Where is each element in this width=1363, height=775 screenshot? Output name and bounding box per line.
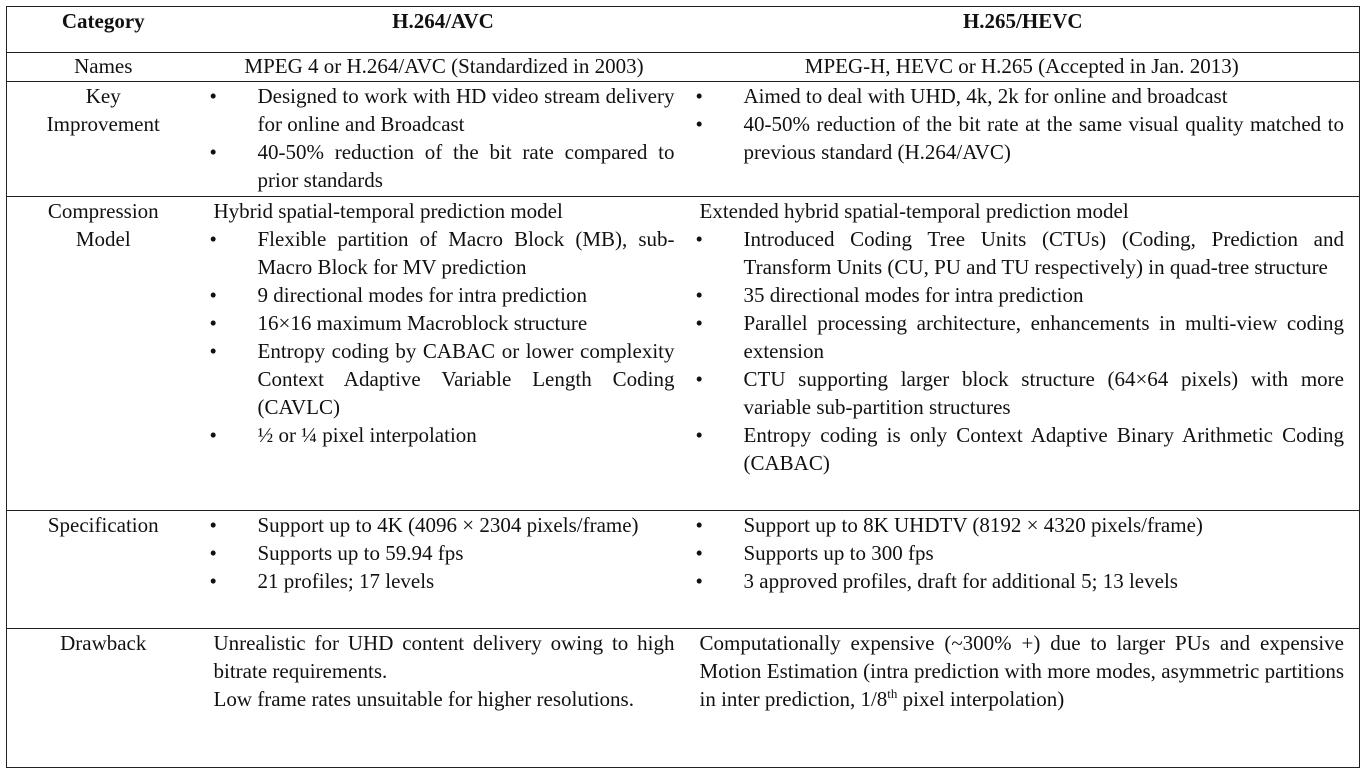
list-item: • Entropy coding by CABAC or lower complexity Context Adaptive Variable Length Coding (CAVLC)	[214, 337, 675, 421]
drawback-h265	[687, 629, 1360, 768]
key-h265	[687, 82, 1360, 197]
header-row	[7, 7, 1360, 53]
drawback-h264	[200, 629, 687, 768]
drawback-h264-line: Low frame rates unsuitable for higher resolutions.	[213, 687, 634, 711]
compression-h264	[200, 197, 687, 511]
row-label-specification: Specification	[7, 511, 200, 629]
list-item: • Parallel processing architecture, enhancements in multi-view coding extension	[700, 309, 1345, 365]
compression-h265-lead: Extended hybrid spatial-temporal prediction model	[699, 199, 1129, 223]
row-key-improvement	[7, 82, 1360, 197]
list-item: • Support up to 8K UHDTV (8192 × 4320 pixels/frame)	[700, 511, 1345, 539]
key-improvement-label: Key Improvement	[46, 84, 160, 136]
comparison-table	[6, 6, 1360, 768]
names-h265: MPEG-H, HEVC or H.265 (Accepted in Jan. 2013)	[687, 53, 1360, 82]
drawback-h265-text: Computationally expensive (~300% +) due to larger PUs and expensive Motion Estimation (intra prediction with more modes, asymmetric partitions in inter prediction, 1/8	[699, 631, 1344, 711]
spec-h265	[687, 511, 1360, 629]
list-item: • 40-50% reduction of the bit rate at the same visual quality matched to previous standard (H.264/AVC)	[700, 110, 1345, 166]
list-item: • Designed to work with HD video stream delivery for online and Broadcast	[214, 82, 675, 138]
header-category: Category	[7, 7, 200, 53]
header-h265: H.265/HEVC	[687, 7, 1360, 53]
row-specification	[7, 511, 1360, 629]
list-item: • 35 directional modes for intra prediction	[700, 281, 1345, 309]
list-item: • Support up to 4K (4096 × 2304 pixels/frame)	[214, 511, 675, 539]
names-h264: MPEG 4 or H.264/AVC (Standardized in 2003)	[200, 53, 687, 82]
row-compression-model	[7, 197, 1360, 511]
list-item: • Entropy coding is only Context Adaptive Binary Arithmetic Coding (CABAC)	[700, 421, 1345, 477]
row-drawback	[7, 629, 1360, 768]
list-item: • CTU supporting larger block structure (64×64 pixels) with more variable sub-partition structures	[700, 365, 1345, 421]
compression-label: Compression Model	[47, 199, 159, 251]
list-item: • 3 approved profiles, draft for additional 5; 13 levels	[700, 567, 1345, 595]
list-item: • 21 profiles; 17 levels	[214, 567, 675, 595]
row-label-drawback: Drawback	[7, 629, 200, 768]
list-item: • 16×16 maximum Macroblock structure	[214, 309, 675, 337]
row-label-names: Names	[7, 53, 200, 82]
row-label-key-improvement	[7, 82, 200, 197]
drawback-h265-tail: pixel interpolation)	[897, 687, 1065, 711]
key-h264	[200, 82, 687, 197]
drawback-h265-sup: th	[887, 686, 898, 701]
compression-h265	[687, 197, 1360, 511]
list-item: • Supports up to 300 fps	[700, 539, 1345, 567]
list-item: • ½ or ¼ pixel interpolation	[214, 421, 675, 449]
list-item: • 40-50% reduction of the bit rate compared to prior standards	[214, 138, 675, 194]
list-item: • Flexible partition of Macro Block (MB), sub-Macro Block for MV prediction	[214, 225, 675, 281]
list-item: • Introduced Coding Tree Units (CTUs) (Coding, Prediction and Transform Units (CU, PU and TU respectively) in quad-tree structure	[700, 225, 1345, 281]
row-names	[7, 53, 1360, 82]
list-item: • Aimed to deal with UHD, 4k, 2k for online and broadcast	[700, 82, 1345, 110]
list-item: • Supports up to 59.94 fps	[214, 539, 675, 567]
list-item: • 9 directional modes for intra prediction	[214, 281, 675, 309]
row-label-compression-model	[7, 197, 200, 511]
compression-h264-lead: Hybrid spatial-temporal prediction model	[213, 199, 563, 223]
drawback-h264-line: Unrealistic for UHD content delivery owing to high bitrate requirements.	[213, 631, 675, 683]
header-h264: H.264/AVC	[200, 7, 687, 53]
spec-h264	[200, 511, 687, 629]
